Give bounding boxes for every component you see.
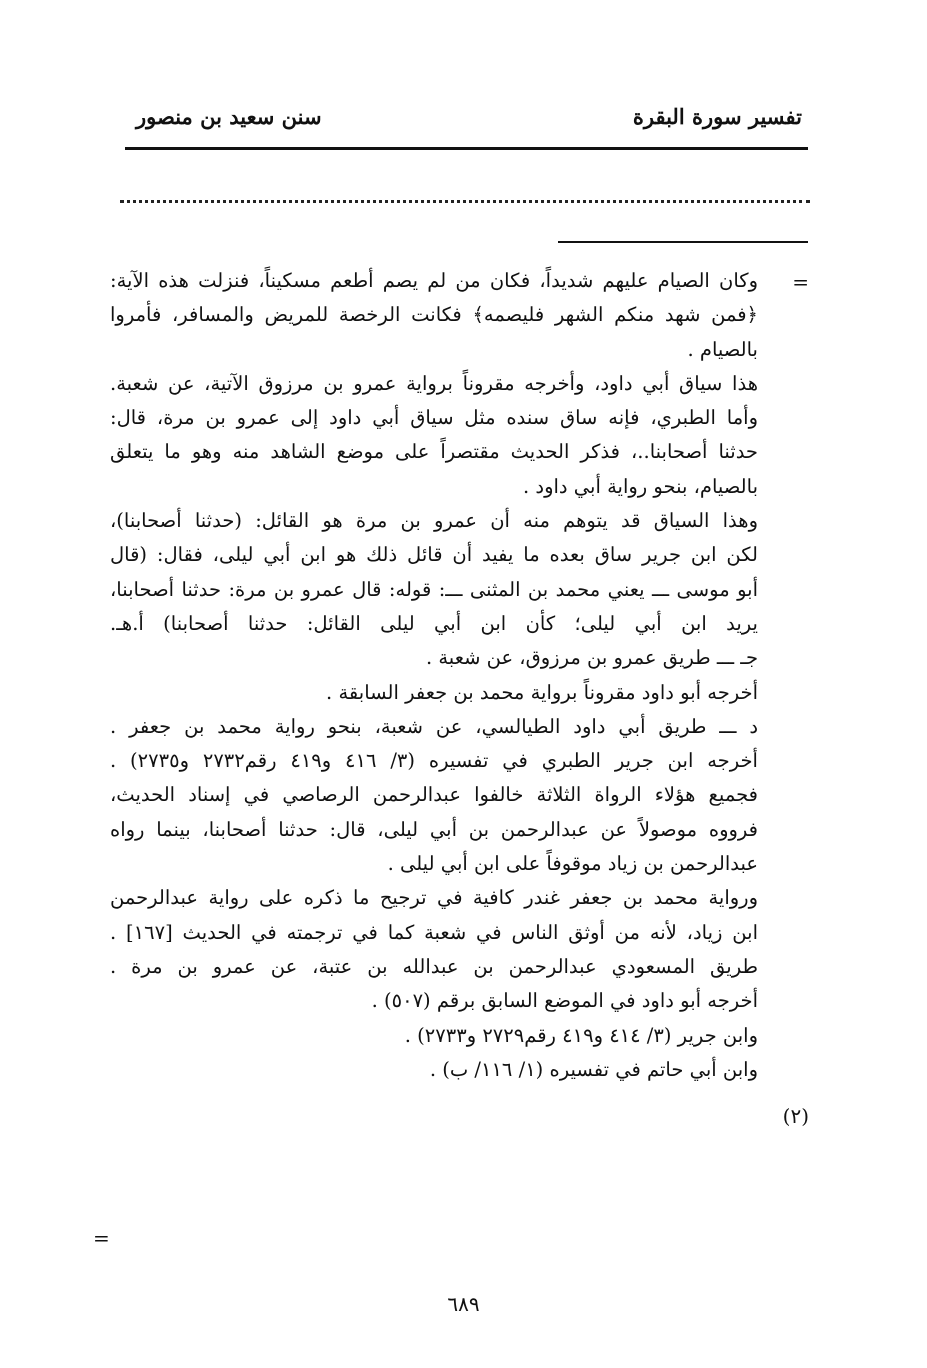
continuation-marker-bottom: = (93, 1226, 110, 1250)
text-line: ﴿فمن شهد منكم الشهر فليصمه﴾ فكانت الرخصة للمريض والمسافر، فأمروا (110, 303, 758, 327)
running-title-right: تفسير سورة البقرة (632, 104, 802, 129)
text-line: أخرجه أبو داود مقروناً برواية محمد بن جعفر السابقة . (326, 680, 758, 704)
text-line: فجميع هؤلاء الرواة الثلاثة خالفوا عبدالرحمن الرصاصي في إسناد الحديث، (110, 783, 758, 807)
footnote-body (110, 264, 758, 1087)
text-line: أخرجه أبو داود في الموضع السابق برقم (٥٠٧) . (371, 989, 758, 1013)
text-line: وكان الصيام عليهم شديداً، فكان من لم يصم أطعم مسكيناً، فنزلت هذه الآية: (110, 269, 758, 292)
text-line: أبو موسى ـــ يعني محمد بن المثنى ـــ: قوله: قال عمرو بن مرة: حدثنا أصحابنا، (110, 577, 758, 601)
text-line: لكن ابن جرير ساق بعده ما يفيد أن قائل ذلك هو ابن أبي ليلى، فقال: (قال (110, 543, 758, 567)
header-rule (125, 147, 808, 150)
dotted-separator (120, 200, 810, 203)
text-line: أخرجه ابن جرير الطبري في تفسيره (٣/ ٤١٦ و٤١٩ رقم٢٧٣٢ و٢٧٣٥) . (110, 749, 758, 773)
text-line: وهذا السياق قد يتوهم منه أن عمرو بن مرة هو القائل: (حدثنا أصحابنا)، (110, 509, 758, 533)
page-number: ٦٨٩ (447, 1292, 480, 1316)
text-line: هذا سياق أبي داود، وأخرجه مقروناً برواية عمرو بن مرزوق الآتية، عن شعبة. (110, 371, 758, 395)
continuation-marker-top: = (792, 270, 809, 294)
text-line: طريق المسعودي عبدالرحمن بن عبدالله بن عتبة، عن عمرو بن مرة . (110, 954, 758, 978)
text-line: وابن أبي حاتم في تفسيره (١/ ١١٦/ ب) . (429, 1057, 758, 1081)
text-line: وابن جرير (٣/ ٤١٤ و٤١٩ رقم٢٧٢٩ و٢٧٣٣) . (404, 1023, 758, 1047)
text-line: جـ ـــ طريق عمرو بن مرزوق، عن شعبة . (425, 646, 758, 670)
text-line: وأما الطبري، فإنه ساق سنده مثل سياق أبي داود إلى عمرو بن مرة، قال: (110, 406, 758, 430)
text-line: عبدالرحمن بن زياد موقوفاً على ابن أبي ليلى . (387, 852, 758, 876)
footnote-number: (٢) (782, 1104, 809, 1128)
text-line: ورواية محمد بن جعفر غندر كافية في ترجيح ما ذكره على رواية عبدالرحمن (110, 886, 758, 910)
text-line: يريد ابن أبي ليلى؛ كأن ابن أبي ليلى القائل: حدثنا أصحابنا) أ.هـ. (110, 611, 758, 635)
text-line: فرووه موصولاً عن عبدالرحمن بن أبي ليلى، قال: حدثنا أصحابنا، بينما رواه (110, 817, 758, 841)
text-line: بالصيام . (687, 337, 758, 361)
running-title-left: سنن سعيد بن منصور (136, 104, 322, 129)
footnote-rule (558, 241, 808, 243)
text-line: د ـــ طريق أبي داود الطيالسي، عن شعبة، بنحو رواية محمد بن جعفر . (110, 714, 758, 738)
text-line: ابن زياد، لأنه من أوثق الناس في شعبة كما في ترجمته في الحديث [١٦٧] . (110, 920, 758, 944)
text-line: حدثنا أصحابنا..، فذكر الحديث مقتصراً على موضع الشاهد منه وهو ما يتعلق (110, 440, 758, 464)
text-line: بالصيام، بنحو رواية أبي داود . (522, 474, 758, 498)
